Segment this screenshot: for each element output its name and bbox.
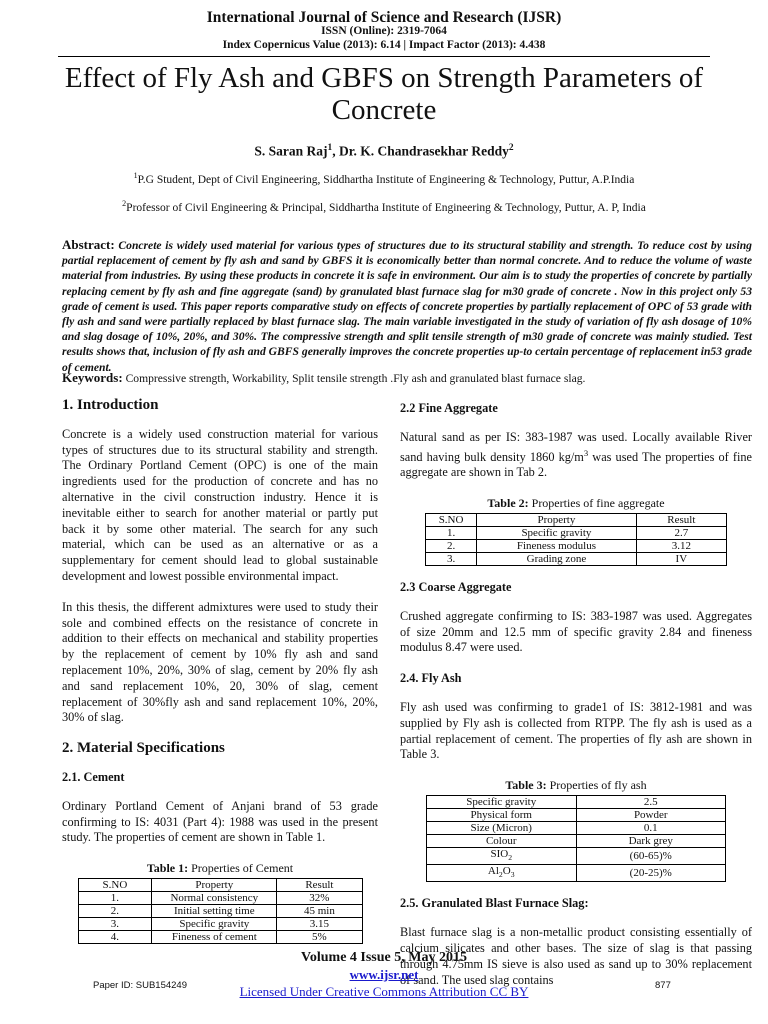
table-cell: S.NO	[426, 514, 477, 527]
table-row	[427, 809, 726, 822]
table-row	[427, 848, 726, 865]
subscript: 2	[508, 853, 513, 863]
issn: ISSN (Online): 2319-7064	[321, 25, 447, 37]
authors	[0, 143, 768, 160]
paragraph: Concrete is a widely used construction material for various types of structures due to its structural stability and strength. The Ordinary Portland Cement (OPC) is one of the main ingredients used for the production of concrete and has no alternative in the civil construction industry. Hence it is inevitable either to search for another material or partly put back it by some other material. The search for any such material, which can be used as an alternative or as a supplementary for cement should lead to global sustainable development and lowest possible environmental impact.	[62, 426, 378, 583]
affiliation-1	[0, 171, 768, 186]
table-cell: $SIO_2$	[427, 848, 577, 865]
table-cell: 3.12	[636, 540, 726, 553]
page-number: 877	[655, 980, 671, 991]
table-cell: 2.	[426, 540, 477, 553]
author-2-sup: 2	[508, 143, 514, 153]
subsection-heading: 2.3 Coarse Aggregate	[400, 580, 512, 595]
affiliation-2	[0, 199, 768, 214]
table-cell: Property	[477, 514, 637, 527]
paragraph: In this thesis, the different admixtures were used to study their sole and combined effects on the resistance of concrete in addition to their effects on mechanical and stability properties by the replacement of cement by 10% fly ash and sand replacement 10%, 20%, 30% of slag, cement by 20% fly ash and sand replacement 10%, 20, 30% of slag, cement replacement of 30%fly ash and sand replacement 10%, 20%, 30% of slag.	[62, 599, 378, 725]
table-caption	[400, 778, 752, 794]
paper-title: Effect of Fly Ash and GBFS on Strength Parameters of Concrete	[64, 62, 704, 126]
author-1: S. Saran Raj	[254, 143, 328, 159]
table-cell: Fineness modulus	[477, 540, 637, 553]
subsection-heading: 2.5. Granulated Blast Furnace Slag:	[400, 896, 589, 911]
caption-text: Properties of fly ash	[546, 778, 647, 793]
aff-sup: 1	[133, 171, 138, 180]
paragraph: Ordinary Portland Cement of Anjani brand of 53 grade confirming to IS: 4031 (Part 4): 1988 was used in the present study. The properties of cement are shown in Table 1.	[62, 798, 378, 845]
table-cell: Specific gravity	[477, 527, 637, 540]
journal-name: International Journal of Science and Research (IJSR)	[206, 9, 562, 26]
table-cell: 5%	[277, 930, 362, 943]
paper-id: Paper ID: SUB154249	[93, 980, 188, 991]
table-row	[78, 930, 362, 943]
caption-text: Properties of Cement	[188, 861, 294, 876]
abstract-text: Concrete is widely used material for various types of structures due to its structural stability and strength. To reduce cost by using partial replacement of cement by fly ash and sand by GBFS it is economically better than normal concrete. And to reduce the volume of waste material from industries. By using these products in concrete it is safe in environment. Our aim is to study the properties of concrete by partially replacing cement by fly ash and fine aggregate (sand) by granulated blast furnace slag for m30 grade of concrete . Now in this project only 53 grade of cement is used. This paper reports comparative study on effects of concrete properties by partially replacement of OPC of 53 grade with fly ash and sand were partially replaced by blast furnace slag. The main variable investigated in the study of variation of fly ash dosage of 10% and slag dosage of 10%, 20%, and 30%. The compressive strength and split tensile strength of m30 grade of concrete was mainly studied. Test results shows that, inclusion of fly ash and GBFS generally improves the concrete properties up-to certain percentage of replacement in53 grade of cement.	[62, 239, 752, 374]
table-row	[426, 553, 727, 566]
table-cell: Normal consistency	[152, 891, 277, 904]
table-cell: 0.1	[576, 822, 726, 835]
aff-text: P.G Student, Dept of Civil Engineering, Siddhartha Institute of Engineering & Technology, Puttur, A.P.India	[137, 173, 635, 186]
caption-label: Table 3:	[505, 778, 547, 793]
text: Natural sand as per IS: 383-1987 was used. Locally available River sand having bulk density 1860 kg/m	[400, 429, 752, 464]
footer-license-link[interactable]: Licensed Under Creative Commons Attribution CC BY	[239, 984, 529, 999]
table-cell: Specific gravity	[152, 917, 277, 930]
paragraph: Crushed aggregate confirming to IS: 383-1987 was used. Aggregates of size 20mm and 12.5 mm of specific gravity 2.84 and fineness modulus 8.47 were used.	[400, 608, 752, 655]
table-row	[427, 835, 726, 848]
table-cell: 1.	[426, 527, 477, 540]
table-cell: 3.	[78, 917, 152, 930]
subscript: 3	[510, 870, 515, 880]
aff-sup: 2	[122, 199, 127, 208]
subsection-heading: 2.2 Fine Aggregate	[400, 401, 498, 415]
keywords-label: Keywords:	[62, 370, 123, 385]
table-row	[427, 822, 726, 835]
table-caption	[62, 861, 378, 877]
table-cell: Colour	[427, 835, 577, 848]
text: was used The properties of fine aggregate are shown in Tab 2.	[400, 449, 752, 480]
paragraph: Blast furnace slag is a non-metallic product consisting essentially of calcium silicates and other bases. The size of slag is that passing through 4.75mm IS sieve is also used as sand up to 30% replacement of sand. The used slag contains	[400, 925, 752, 987]
footer-website-link[interactable]: www.ijsr.net	[349, 967, 419, 982]
footer-volume: Volume 4 Issue 5, May 2015	[301, 950, 467, 965]
table-2	[425, 513, 727, 566]
table-cell: 4.	[78, 930, 152, 943]
subsection-heading: 2.1. Cement	[62, 769, 125, 784]
table-cell: 1.	[78, 891, 152, 904]
subsection-heading: 2.4. Fly Ash	[400, 671, 462, 686]
author-2: , Dr. K. Chandrasekhar Reddy	[332, 143, 509, 159]
table-cell: Size (Micron)	[427, 822, 577, 835]
keywords-text: Compressive strength, Workability, Split tensile strength .Fly ash and granulated blast furnace slag.	[125, 372, 586, 385]
table-cell: (20-25)%	[576, 865, 726, 882]
table-row	[426, 514, 727, 527]
table-row	[78, 878, 362, 891]
paragraph: Fly ash used was confirming to grade1 of IS: 3812-1981 and was supplied by Fly ash is collected from RTPP. The fly ash is used as a partial replacement of cement. The properties of fly ash are shown in Table 3.	[400, 700, 752, 762]
table-cell: S.NO	[78, 878, 152, 891]
table-row	[78, 917, 362, 930]
table-row	[427, 865, 726, 882]
table-row	[426, 540, 727, 553]
table-cell: (60-65)%	[576, 848, 726, 865]
author-1-sup: 1	[327, 143, 333, 153]
table-cell: Initial setting time	[152, 904, 277, 917]
index-impact: Index Copernicus Value (2013): 6.14 | Impact Factor (2013): 4.438	[222, 39, 546, 51]
table-cell: 2.5	[576, 796, 726, 809]
table-cell: Fineness of cement	[152, 930, 277, 943]
aff-text: Professor of Civil Engineering & Principal, Siddhartha Institute of Engineering & Technology, Puttur, A. P, India	[126, 201, 646, 214]
table-cell: Result	[277, 878, 362, 891]
table-cell: Powder	[576, 809, 726, 822]
section-heading: 2. Material Specifications	[62, 740, 225, 757]
table-3	[426, 795, 726, 882]
table-cell: 45 min	[277, 904, 362, 917]
table-cell: $Al_2O_3$	[427, 865, 577, 882]
table-cell: IV	[636, 553, 726, 566]
abstract	[62, 237, 752, 375]
caption-label: Table 2:	[487, 496, 529, 511]
keywords	[62, 370, 585, 386]
table-cell: Grading zone	[477, 553, 637, 566]
caption-text: Properties of fine aggregate	[528, 496, 665, 511]
caption-label: Table 1:	[146, 861, 189, 876]
table-cell: 2.7	[636, 527, 726, 540]
table-cell: Physical form	[427, 809, 577, 822]
table-row	[78, 891, 362, 904]
table-cell: 3.	[426, 553, 477, 566]
text: O	[502, 865, 511, 878]
table-row	[426, 527, 727, 540]
table-cell: Property	[152, 878, 277, 891]
right-column	[400, 398, 752, 1003]
subscript: 2	[498, 870, 503, 880]
table-cell: Result	[636, 514, 726, 527]
table-cell: 32%	[277, 891, 362, 904]
sup: 3	[583, 447, 589, 458]
table-cell: Dark grey	[576, 835, 726, 848]
table-cell: Specific gravity	[427, 796, 577, 809]
table-cell: 3.15	[277, 917, 362, 930]
table-caption	[400, 496, 752, 512]
table-row	[427, 796, 726, 809]
paragraph	[400, 430, 752, 481]
section-heading: 1. Introduction	[62, 397, 159, 413]
table-row	[78, 904, 362, 917]
abstract-label: Abstract:	[62, 237, 115, 252]
table-cell: 2.	[78, 904, 152, 917]
header-rule	[58, 56, 710, 57]
left-column	[62, 398, 378, 958]
table-1	[78, 878, 363, 944]
